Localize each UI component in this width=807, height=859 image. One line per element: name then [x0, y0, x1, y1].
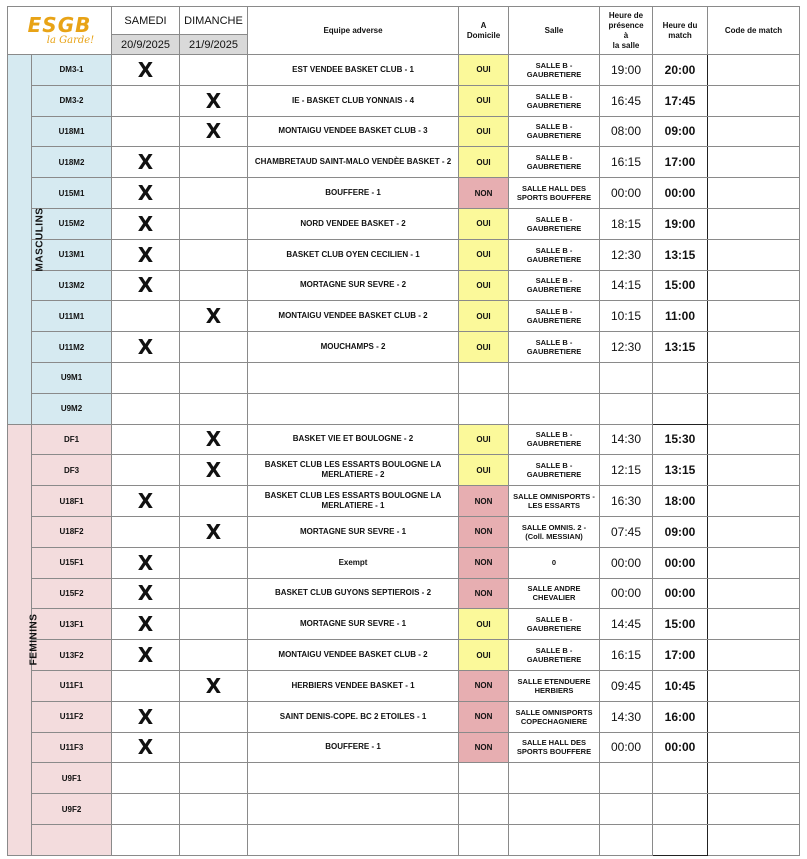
- header-presence-line3: à: [623, 30, 629, 40]
- table-row: [8, 424, 800, 455]
- team-cell: U13M1: [32, 239, 112, 270]
- dimanche-mark: [180, 486, 248, 517]
- table-row: [8, 794, 800, 825]
- venue-cell: SALLE HALL DES SPORTS BOUFFERE: [509, 732, 600, 763]
- presence-time: [600, 794, 653, 825]
- table-row: [8, 670, 800, 701]
- opponent-cell: BASKET VIE ET BOULOGNE - 2: [248, 424, 459, 455]
- table-row: [8, 732, 800, 763]
- venue-cell: SALLE B - GAUBRETIERE: [509, 609, 600, 640]
- home-flag: OUI: [459, 270, 509, 301]
- opponent-cell: IE - BASKET CLUB YONNAIS - 4: [248, 85, 459, 116]
- home-flag: [459, 824, 509, 855]
- presence-time: 14:30: [600, 701, 653, 732]
- home-flag: NON: [459, 547, 509, 578]
- dimanche-mark: [180, 270, 248, 301]
- presence-time: 14:45: [600, 609, 653, 640]
- samedi-mark: [112, 362, 180, 393]
- table-row: [8, 547, 800, 578]
- table-row: [8, 486, 800, 517]
- match-code: [708, 178, 800, 209]
- presence-time: [600, 824, 653, 855]
- team-cell: DF1: [32, 424, 112, 455]
- presence-time: 14:15: [600, 270, 653, 301]
- match-code: [708, 270, 800, 301]
- match-time: 00:00: [653, 178, 708, 209]
- opponent-cell: BOUFFERE - 1: [248, 178, 459, 209]
- header-presence: [600, 7, 653, 55]
- venue-cell: SALLE HALL DES SPORTS BOUFFERE: [509, 178, 600, 209]
- table-row: [8, 393, 800, 424]
- venue-cell: SALLE OMNISPORTS - LES ESSARTS: [509, 486, 600, 517]
- group-label-text: MASCULINS: [34, 207, 46, 272]
- table-row: [8, 609, 800, 640]
- dimanche-mark: [180, 147, 248, 178]
- table-row: [8, 640, 800, 671]
- logo-main: ESGB: [27, 12, 92, 37]
- header-heure-line2: match: [668, 30, 692, 40]
- match-time: 09:00: [653, 516, 708, 547]
- dimanche-mark: X: [180, 301, 248, 332]
- header-dimanche-date: 21/9/2025: [180, 35, 248, 55]
- match-code: [708, 85, 800, 116]
- presence-time: 16:45: [600, 85, 653, 116]
- samedi-mark: X: [112, 239, 180, 270]
- dimanche-mark: [180, 701, 248, 732]
- table-row: [8, 332, 800, 363]
- dimanche-mark: [180, 239, 248, 270]
- home-flag: NON: [459, 732, 509, 763]
- opponent-cell: [248, 362, 459, 393]
- opponent-cell: MORTAGNE SUR SEVRE - 1: [248, 609, 459, 640]
- match-code: [708, 547, 800, 578]
- venue-cell: SALLE B - GAUBRETIERE: [509, 147, 600, 178]
- venue-cell: [509, 763, 600, 794]
- opponent-cell: MONTAIGU VENDEE BASKET CLUB - 3: [248, 116, 459, 147]
- table-row: [8, 516, 800, 547]
- header-presence-line4: la salle: [612, 40, 640, 50]
- match-code: [708, 147, 800, 178]
- home-flag: [459, 362, 509, 393]
- match-time: [653, 763, 708, 794]
- opponent-cell: NORD VENDEE BASKET - 2: [248, 208, 459, 239]
- match-code: [708, 55, 800, 86]
- presence-time: 16:15: [600, 147, 653, 178]
- header-salle: Salle: [509, 7, 600, 55]
- opponent-cell: CHAMBRETAUD SAINT-MALO VENDÈE BASKET - 2: [248, 147, 459, 178]
- team-cell: U15F1: [32, 547, 112, 578]
- home-flag: OUI: [459, 147, 509, 178]
- table-row: [8, 178, 800, 209]
- match-time: 09:00: [653, 116, 708, 147]
- samedi-mark: X: [112, 701, 180, 732]
- table-row: [8, 85, 800, 116]
- match-time: 17:00: [653, 147, 708, 178]
- home-flag: OUI: [459, 455, 509, 486]
- samedi-mark: X: [112, 547, 180, 578]
- opponent-cell: SAINT DENIS-COPE. BC 2 ETOILES - 1: [248, 701, 459, 732]
- team-cell: U15M1: [32, 178, 112, 209]
- venue-cell: SALLE ANDRE CHEVALIER: [509, 578, 600, 609]
- team-cell: U13F1: [32, 609, 112, 640]
- venue-cell: SALLE ETENDUERE HERBIERS: [509, 670, 600, 701]
- match-code: [708, 701, 800, 732]
- team-cell: U18F2: [32, 516, 112, 547]
- presence-time: 08:00: [600, 116, 653, 147]
- samedi-mark: X: [112, 578, 180, 609]
- match-code: [708, 516, 800, 547]
- table-row: [8, 239, 800, 270]
- presence-time: [600, 362, 653, 393]
- samedi-mark: X: [112, 147, 180, 178]
- table-row: [8, 362, 800, 393]
- team-cell: DM3-2: [32, 85, 112, 116]
- venue-cell: SALLE B - GAUBRETIERE: [509, 332, 600, 363]
- opponent-cell: BASKET CLUB GUYONS SEPTIEROIS - 2: [248, 578, 459, 609]
- header-heure-match: [653, 7, 708, 55]
- match-time: [653, 824, 708, 855]
- home-flag: OUI: [459, 424, 509, 455]
- dimanche-mark: [180, 393, 248, 424]
- team-cell: U18M2: [32, 147, 112, 178]
- match-time: 20:00: [653, 55, 708, 86]
- opponent-cell: [248, 824, 459, 855]
- table-row: [8, 208, 800, 239]
- team-cell: U13F2: [32, 640, 112, 671]
- home-flag: NON: [459, 516, 509, 547]
- venue-cell: [509, 824, 600, 855]
- match-code: [708, 239, 800, 270]
- dimanche-mark: X: [180, 85, 248, 116]
- dimanche-mark: [180, 332, 248, 363]
- venue-cell: SALLE B - GAUBRETIERE: [509, 85, 600, 116]
- match-time: 16:00: [653, 701, 708, 732]
- samedi-mark: [112, 393, 180, 424]
- home-flag: [459, 763, 509, 794]
- match-code: [708, 824, 800, 855]
- presence-time: 12:30: [600, 239, 653, 270]
- samedi-mark: X: [112, 178, 180, 209]
- match-code: [708, 763, 800, 794]
- club-logo: [8, 7, 112, 55]
- team-cell: U11M1: [32, 301, 112, 332]
- match-code: [708, 393, 800, 424]
- match-time: 00:00: [653, 732, 708, 763]
- header-samedi: SAMEDI: [112, 7, 180, 35]
- dimanche-mark: X: [180, 116, 248, 147]
- venue-cell: [509, 393, 600, 424]
- samedi-mark: [112, 85, 180, 116]
- table-row: [8, 270, 800, 301]
- dimanche-mark: [180, 55, 248, 86]
- samedi-mark: [112, 763, 180, 794]
- match-time: 00:00: [653, 578, 708, 609]
- venue-cell: SALLE B - GAUBRETIERE: [509, 208, 600, 239]
- match-time: 15:30: [653, 424, 708, 455]
- team-cell: U13M2: [32, 270, 112, 301]
- home-flag: OUI: [459, 85, 509, 116]
- dimanche-mark: [180, 208, 248, 239]
- header-a-domicile: [459, 7, 509, 55]
- home-flag: OUI: [459, 609, 509, 640]
- dimanche-mark: [180, 578, 248, 609]
- venue-cell: 0: [509, 547, 600, 578]
- home-flag: OUI: [459, 239, 509, 270]
- dimanche-mark: [180, 732, 248, 763]
- home-flag: NON: [459, 178, 509, 209]
- opponent-cell: MONTAIGU VENDEE BASKET CLUB - 2: [248, 640, 459, 671]
- presence-time: [600, 393, 653, 424]
- match-time: 17:45: [653, 85, 708, 116]
- table-row: [8, 701, 800, 732]
- match-code: [708, 301, 800, 332]
- opponent-cell: EST VENDEE BASKET CLUB - 1: [248, 55, 459, 86]
- logo-sub: la Garde!: [46, 34, 95, 46]
- samedi-mark: [112, 301, 180, 332]
- opponent-cell: BOUFFERE - 1: [248, 732, 459, 763]
- opponent-cell: MORTAGNE SUR SEVRE - 2: [248, 270, 459, 301]
- team-cell: DM3-1: [32, 55, 112, 86]
- match-time: [653, 794, 708, 825]
- venue-cell: SALLE B - GAUBRETIERE: [509, 455, 600, 486]
- header-code-match: Code de match: [708, 7, 800, 55]
- team-cell: U18M1: [32, 116, 112, 147]
- match-code: [708, 424, 800, 455]
- table-row: [8, 55, 800, 86]
- match-code: [708, 794, 800, 825]
- samedi-mark: [112, 455, 180, 486]
- dimanche-mark: [180, 178, 248, 209]
- opponent-cell: BASKET CLUB LES ESSARTS BOULOGNE LA MERLATIERE - 2: [248, 455, 459, 486]
- presence-time: 16:30: [600, 486, 653, 517]
- header-presence-line2: présence: [608, 20, 644, 30]
- samedi-mark: X: [112, 208, 180, 239]
- opponent-cell: MORTAGNE SUR SEVRE - 1: [248, 516, 459, 547]
- presence-time: 00:00: [600, 732, 653, 763]
- home-flag: [459, 393, 509, 424]
- dimanche-mark: [180, 763, 248, 794]
- presence-time: 07:45: [600, 516, 653, 547]
- opponent-cell: MONTAIGU VENDEE BASKET CLUB - 2: [248, 301, 459, 332]
- venue-cell: SALLE B - GAUBRETIERE: [509, 301, 600, 332]
- venue-cell: SALLE B - GAUBRETIERE: [509, 424, 600, 455]
- presence-time: 12:15: [600, 455, 653, 486]
- team-cell: U15F2: [32, 578, 112, 609]
- samedi-mark: X: [112, 640, 180, 671]
- table-row: [8, 116, 800, 147]
- match-time: [653, 393, 708, 424]
- opponent-cell: [248, 794, 459, 825]
- samedi-mark: [112, 824, 180, 855]
- venue-cell: [509, 362, 600, 393]
- match-time: 11:00: [653, 301, 708, 332]
- header-dimanche: DIMANCHE: [180, 7, 248, 35]
- home-flag: OUI: [459, 116, 509, 147]
- team-cell: DF3: [32, 455, 112, 486]
- dimanche-mark: [180, 640, 248, 671]
- presence-time: 19:00: [600, 55, 653, 86]
- match-code: [708, 208, 800, 239]
- team-cell: [32, 824, 112, 855]
- table-row: [8, 147, 800, 178]
- team-cell: U15M2: [32, 208, 112, 239]
- home-flag: NON: [459, 701, 509, 732]
- table-row: [8, 578, 800, 609]
- opponent-cell: Exempt: [248, 547, 459, 578]
- samedi-mark: X: [112, 732, 180, 763]
- venue-cell: SALLE B - GAUBRETIERE: [509, 270, 600, 301]
- samedi-mark: [112, 794, 180, 825]
- match-time: 17:00: [653, 640, 708, 671]
- match-time: 15:00: [653, 609, 708, 640]
- presence-time: 00:00: [600, 547, 653, 578]
- table-row: [8, 763, 800, 794]
- opponent-cell: HERBIERS VENDEE BASKET - 1: [248, 670, 459, 701]
- samedi-mark: [112, 516, 180, 547]
- header-a-domicile-line2: Domicile: [466, 30, 501, 40]
- presence-time: 00:00: [600, 578, 653, 609]
- match-time: 10:45: [653, 670, 708, 701]
- samedi-mark: [112, 116, 180, 147]
- dimanche-mark: X: [180, 516, 248, 547]
- samedi-mark: [112, 670, 180, 701]
- samedi-mark: X: [112, 609, 180, 640]
- dimanche-mark: X: [180, 455, 248, 486]
- venue-cell: SALLE B - GAUBRETIERE: [509, 640, 600, 671]
- samedi-mark: X: [112, 55, 180, 86]
- match-time: 13:15: [653, 239, 708, 270]
- schedule-body: [8, 55, 800, 856]
- match-time: 15:00: [653, 270, 708, 301]
- venue-cell: SALLE B - GAUBRETIERE: [509, 55, 600, 86]
- presence-time: 00:00: [600, 178, 653, 209]
- dimanche-mark: [180, 547, 248, 578]
- dimanche-mark: [180, 794, 248, 825]
- header-equipe-adverse: Equipe adverse: [248, 7, 459, 55]
- group-label-masculins: [8, 55, 46, 425]
- presence-time: 12:30: [600, 332, 653, 363]
- team-cell: U9M2: [32, 393, 112, 424]
- dimanche-mark: [180, 609, 248, 640]
- table-row: [8, 824, 800, 855]
- team-cell: U11F3: [32, 732, 112, 763]
- samedi-mark: X: [112, 486, 180, 517]
- dimanche-mark: [180, 362, 248, 393]
- home-flag: NON: [459, 578, 509, 609]
- header-heure-line1: Heure du: [662, 20, 698, 30]
- match-time: 13:15: [653, 332, 708, 363]
- match-time: [653, 362, 708, 393]
- home-flag: NON: [459, 486, 509, 517]
- match-code: [708, 670, 800, 701]
- match-code: [708, 455, 800, 486]
- match-time: 13:15: [653, 455, 708, 486]
- presence-time: [600, 763, 653, 794]
- match-code: [708, 332, 800, 363]
- presence-time: 14:30: [600, 424, 653, 455]
- opponent-cell: BASKET CLUB LES ESSARTS BOULOGNE LA MERLATIERE - 1: [248, 486, 459, 517]
- venue-cell: SALLE B - GAUBRETIERE: [509, 239, 600, 270]
- match-code: [708, 578, 800, 609]
- venue-cell: SALLE OMNIS. 2 - (Coll. MESSIAN): [509, 516, 600, 547]
- group-label-text: FEMININS: [28, 613, 40, 666]
- presence-time: 09:45: [600, 670, 653, 701]
- table-row: [8, 301, 800, 332]
- dimanche-mark: [180, 824, 248, 855]
- match-time: 00:00: [653, 547, 708, 578]
- team-cell: U11F1: [32, 670, 112, 701]
- dimanche-mark: X: [180, 670, 248, 701]
- home-flag: OUI: [459, 332, 509, 363]
- home-flag: OUI: [459, 55, 509, 86]
- venue-cell: [509, 794, 600, 825]
- dimanche-mark: X: [180, 424, 248, 455]
- samedi-mark: [112, 424, 180, 455]
- home-flag: OUI: [459, 301, 509, 332]
- group-label-feminins: [8, 424, 40, 855]
- presence-time: 16:15: [600, 640, 653, 671]
- header-presence-line1: Heure de: [608, 10, 644, 20]
- team-cell: U9F2: [32, 794, 112, 825]
- team-cell: U11M2: [32, 332, 112, 363]
- home-flag: OUI: [459, 208, 509, 239]
- match-time: 19:00: [653, 208, 708, 239]
- presence-time: 18:15: [600, 208, 653, 239]
- match-code: [708, 362, 800, 393]
- team-cell: U18F1: [32, 486, 112, 517]
- match-code: [708, 640, 800, 671]
- match-code: [708, 609, 800, 640]
- opponent-cell: BASKET CLUB OYEN CECILIEN - 1: [248, 239, 459, 270]
- opponent-cell: [248, 393, 459, 424]
- match-code: [708, 116, 800, 147]
- presence-time: 10:15: [600, 301, 653, 332]
- team-cell: U9M1: [32, 362, 112, 393]
- home-flag: NON: [459, 670, 509, 701]
- home-flag: [459, 794, 509, 825]
- venue-cell: SALLE B - GAUBRETIERE: [509, 116, 600, 147]
- header-a-domicile-line1: A: [480, 20, 487, 30]
- opponent-cell: MOUCHAMPS - 2: [248, 332, 459, 363]
- team-cell: U11F2: [32, 701, 112, 732]
- home-flag: OUI: [459, 640, 509, 671]
- match-time: 18:00: [653, 486, 708, 517]
- samedi-mark: X: [112, 270, 180, 301]
- venue-cell: SALLE OMNISPORTS COPECHAGNIERE: [509, 701, 600, 732]
- samedi-mark: X: [112, 332, 180, 363]
- opponent-cell: [248, 763, 459, 794]
- header-samedi-date: 20/9/2025: [112, 35, 180, 55]
- match-code: [708, 486, 800, 517]
- team-cell: U9F1: [32, 763, 112, 794]
- schedule-table: [7, 6, 800, 856]
- table-row: [8, 455, 800, 486]
- match-code: [708, 732, 800, 763]
